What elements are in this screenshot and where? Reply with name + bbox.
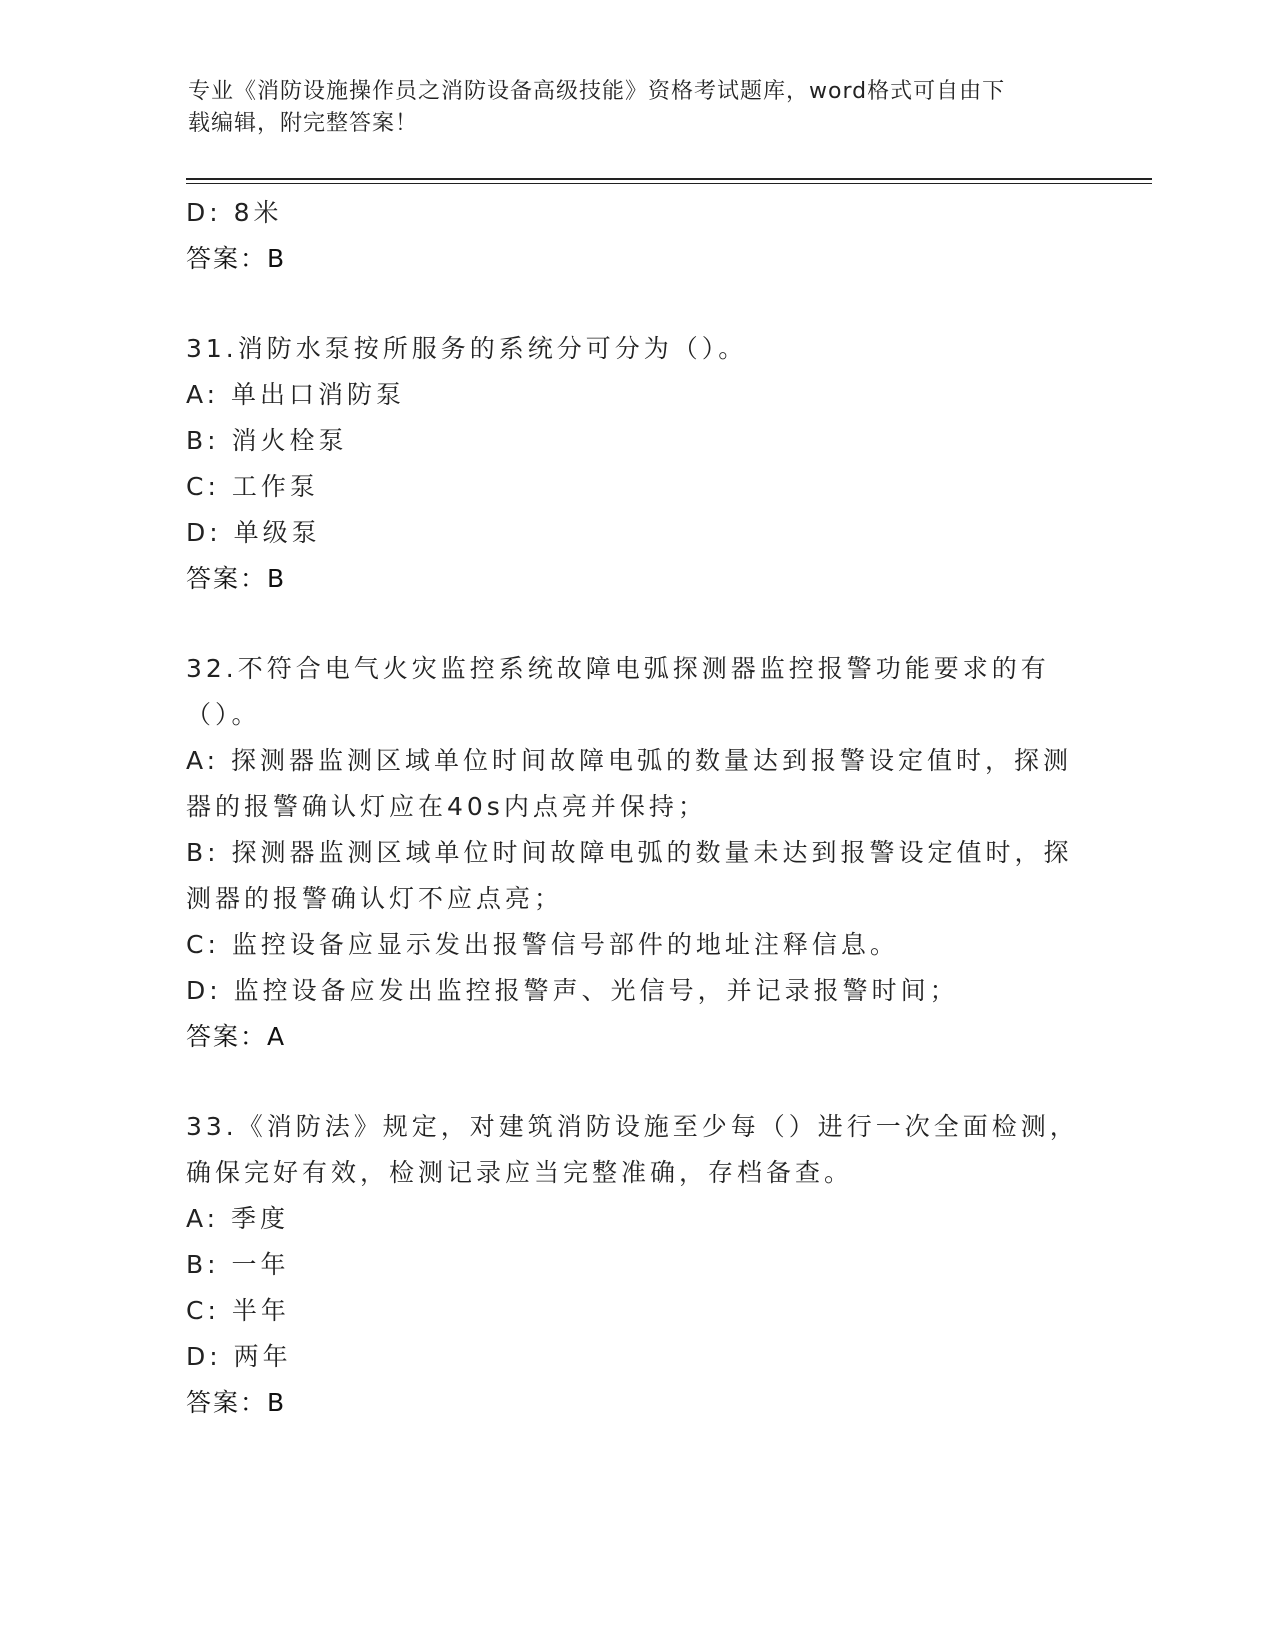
- option-d: D: 监控设备应发出监控报警声、光信号，并记录报警时间；: [186, 976, 959, 1005]
- option-c: C: 监控设备应显示发出报警信号部件的地址注释信息。: [186, 930, 899, 959]
- prev-answer: 答案：B: [186, 244, 287, 273]
- header-rule-thick: [186, 178, 1152, 180]
- option-c: C: 半年: [186, 1296, 290, 1325]
- option-a: A: 季度: [186, 1204, 290, 1233]
- option-d: D: 单级泵: [186, 518, 321, 547]
- answer: 答案：B: [186, 1388, 287, 1417]
- answer: 答案：A: [186, 1022, 287, 1051]
- header-rule-thin: [186, 183, 1152, 184]
- option-b: B: 探测器监测区域单位时间故障电弧的数量未达到报警设定值时，探测器的报警确认灯不应点亮；: [186, 838, 1073, 913]
- header-line-1: 专业《消防设施操作员之消防设备高级技能》资格考试题库，word格式可自由下: [188, 79, 1006, 104]
- spacer: [186, 282, 1086, 326]
- option-b: B: 消火栓泵: [186, 426, 348, 455]
- question-stem: 31.消防水泵按所服务的系统分可分为（）。: [186, 334, 748, 363]
- spacer: [186, 1060, 1086, 1104]
- question-stem: 33.《消防法》规定，对建筑消防设施至少每（）进行一次全面检测，确保完好有效，检测记录应当完整准确，存档备查。: [186, 1112, 1079, 1187]
- answer: 答案：B: [186, 564, 287, 593]
- option-c: C: 工作泵: [186, 472, 319, 501]
- option-a: A: 探测器监测区域单位时间故障电弧的数量达到报警设定值时，探测器的报警确认灯应在40s内点亮并保持；: [186, 746, 1073, 821]
- question-31: [186, 326, 1086, 602]
- question-32: [186, 646, 1086, 1060]
- question-content: [186, 190, 1086, 1426]
- spacer: [186, 602, 1086, 646]
- question-stem: 32.不符合电气火灾监控系统故障电弧探测器监控报警功能要求的有（）。: [186, 654, 1050, 729]
- question-33: [186, 1104, 1086, 1426]
- option-a: A: 单出口消防泵: [186, 380, 406, 409]
- document-header: [188, 76, 1068, 140]
- option-d: D: 两年: [186, 1342, 292, 1371]
- option-b: B: 一年: [186, 1250, 290, 1279]
- header-line-2: 载编辑，附完整答案！: [188, 111, 419, 136]
- prev-option-d: D: 8米: [186, 198, 283, 227]
